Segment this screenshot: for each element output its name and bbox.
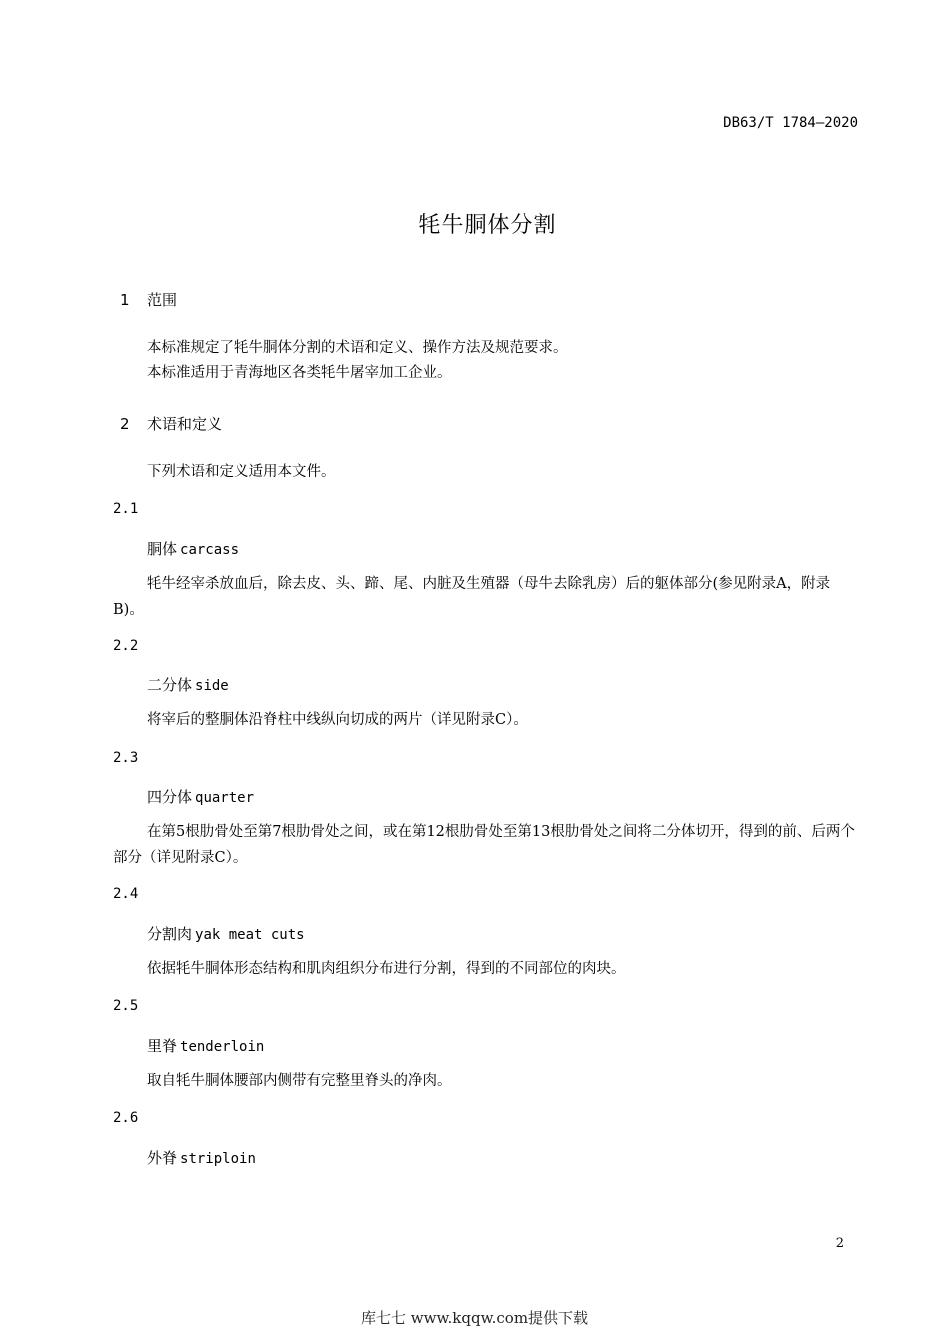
term-number: 2.2 [113,638,139,654]
term-heading [147,923,305,944]
term-en: side [195,678,229,694]
terms-intro-paragraph: 下列术语和定义适用本文件。 [147,464,336,480]
term-number: 2.3 [113,750,139,766]
section-number: 1 [120,291,130,309]
term-zh: 四分体 [147,788,193,806]
term-number: 2.5 [113,998,139,1014]
section-heading-scope [120,289,177,310]
scope-paragraph-2: 本标准适用于青海地区各类牦牛屠宰加工企业。 [147,365,452,381]
term-en: carcass [180,542,240,558]
term-zh: 分割肉 [147,925,193,943]
scope-paragraph-1: 本标准规定了牦牛胴体分割的术语和定义、操作方法及规范要求。 [147,340,568,356]
term-en: quarter [195,790,255,806]
term-heading [147,538,239,559]
term-zh: 胴体 [147,540,178,558]
term-zh: 里脊 [147,1037,178,1055]
term-definition: 将宰后的整胴体沿脊柱中线纵向切成的两片（详见附录C）。 [147,712,528,728]
term-heading [147,1147,256,1168]
term-heading [147,1035,264,1056]
term-definition: 依据牦牛胴体形态结构和肌肉组织分布进行分割，得到的不同部位的肉块。 [147,961,626,977]
term-definition: 在第5根肋骨处至第7根肋骨处之间，或在第12根肋骨处至第13根肋骨处之间将二分体切开，得到的前、后两个部分（详见附录C）。 [113,824,855,866]
term-en: yak meat cuts [195,927,305,943]
section-heading-terms [120,413,222,434]
section-title: 术语和定义 [147,415,223,433]
term-number: 2.1 [113,501,139,517]
term-number: 2.4 [113,886,139,902]
term-en: striploin [180,1151,256,1167]
term-number: 2.6 [113,1110,139,1126]
term-zh: 二分体 [147,676,193,694]
section-number: 2 [120,415,130,433]
term-heading [147,674,229,695]
term-definition: 取自牦牛胴体腰部内侧带有完整里脊头的净肉。 [147,1073,452,1089]
page-number: 2 [835,1236,844,1251]
term-zh: 外脊 [147,1149,178,1167]
document-title: 牦牛胴体分割 [418,213,557,238]
term-heading [147,786,254,807]
term-definition: 牦牛经宰杀放血后，除去皮、头、蹄、尾、内脏及生殖器（母牛去除乳房）后的躯体部分(参见附录A，附录B)。 [113,576,831,618]
standard-code: DB63/T 1784—2020 [723,115,858,131]
download-source-footer: 库七七 www.kqqw.com提供下载 [361,1309,589,1327]
term-en: tenderloin [180,1039,265,1055]
section-title: 范围 [147,291,178,309]
